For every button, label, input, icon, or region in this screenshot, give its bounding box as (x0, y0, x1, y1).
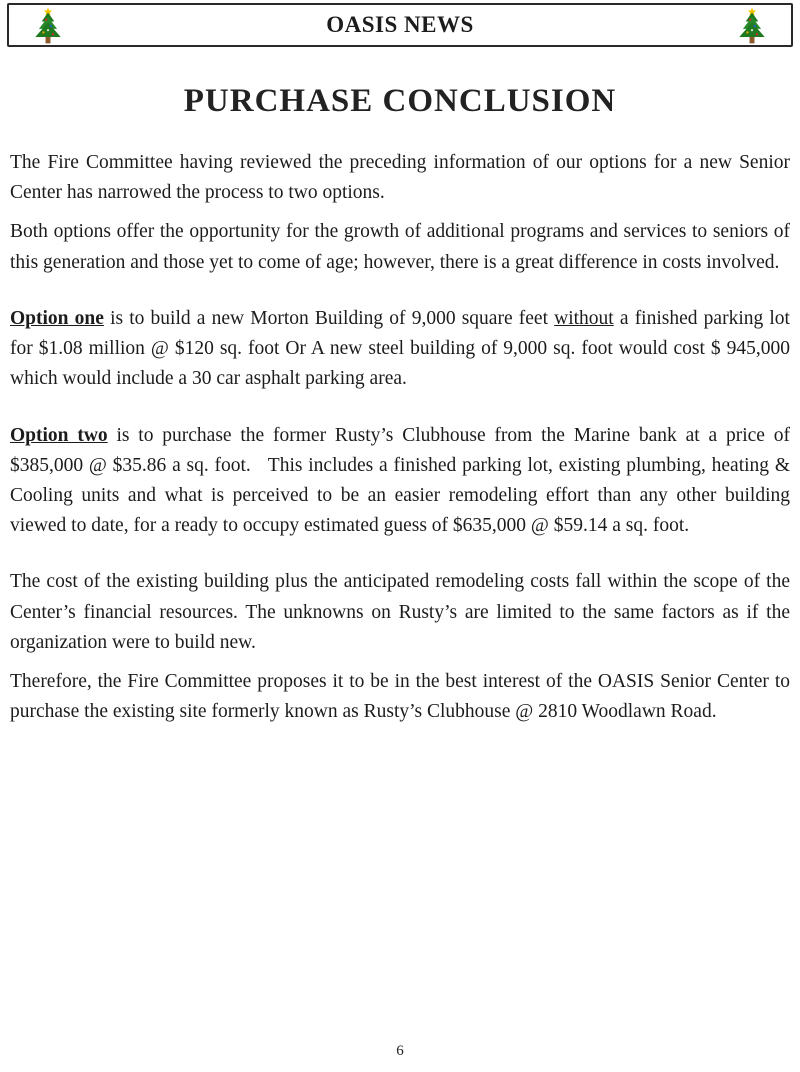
paragraph (10, 421, 790, 542)
article-body (0, 148, 800, 728)
paragraph (10, 148, 790, 208)
text-segment: Therefore, the Fire Committee proposes it to be in the best interest of the OASIS Senior Center to purchase the existing site formerly known as Rusty’s Clubhouse @ 2810 Woodlawn Road. (10, 671, 790, 723)
text-segment: a finished parking lot for $1.08 million @ $120 sq. foot Or A new steel building of 9,000 sq. foot would cost $ 945,000 which would include a 30 car asphalt parking area. (10, 307, 790, 390)
text-segment: is to purchase the former Rusty’s Clubhouse from the Marine bank at a price of $385,000 @ $35.86 a sq. foot. This includes a finished parking lot, existing plumbing, heating & Cooling units and what is perceived to be an easier remodeling effort than any other building viewed to date, for a ready to occupy estimated guess of $635,000 @ $59.14 a sq. foot. (10, 424, 790, 537)
page-number: 6 (396, 1043, 404, 1059)
christmas-tree-icon (733, 7, 771, 47)
paragraph (10, 304, 790, 395)
text-segment: Both options offer the opportunity for the growth of additional programs and services to seniors of this generation and those yet to come of age; however, there is a great difference in costs involved. (10, 221, 790, 273)
text-segment: without (554, 307, 614, 329)
text-segment: is to build a new Morton Building of 9,000 square feet (103, 307, 555, 329)
paragraph (10, 217, 790, 277)
paragraph (10, 667, 790, 727)
text-segment: Option two (10, 424, 108, 446)
christmas-tree-icon (29, 7, 67, 47)
newsletter-header (7, 3, 793, 47)
text-segment: The Fire Committee having reviewed the preceding information of our options for a new Senior Center has narrowed the process to two options. (10, 152, 790, 204)
text-segment: Option one (10, 307, 104, 329)
text-segment: The cost of the existing building plus the anticipated remodeling costs fall within the scope of the Center’s financial resources. The unknowns on Rusty’s are limited to the same factors as if the organization were to build new. (10, 571, 790, 653)
newsletter-title: OASIS NEWS (326, 12, 474, 37)
page-title: PURCHASE CONCLUSION (183, 83, 617, 119)
paragraph (10, 567, 790, 658)
